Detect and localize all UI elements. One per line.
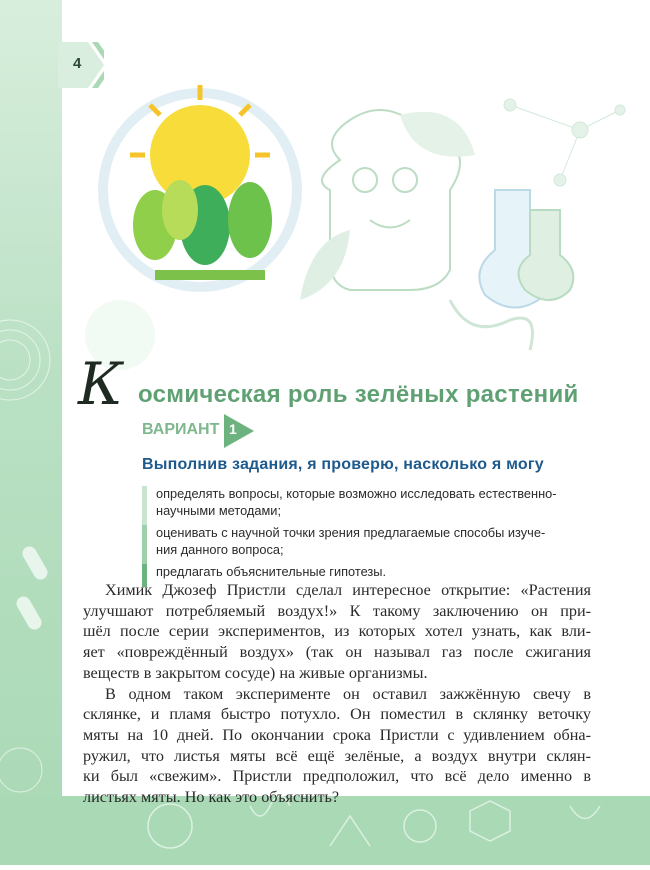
goal-item [142,564,592,581]
variant-number: 1 [229,421,237,437]
goal-item [142,486,592,519]
illustration [60,60,650,390]
text-line: ки был «свежим». Пристли предположил, что всё дело именно в [83,767,591,786]
goal-line: определять вопросы, которые возможно исследовать естественно- [156,486,557,501]
goal-line: предлагать объяснительные гипотезы. [156,564,387,579]
text-line: склянке, и пламя быстро потухло. Он поместил в склянку веточку [83,705,591,724]
text-line: ружил, что листья мяты всё ещё зелёные, а воздух внутри склян- [83,746,591,765]
goal-bar [142,525,147,564]
section-subtitle: Выполнив задания, я проверю, насколько я могу [142,456,544,473]
text-line: веществ в закрытом сосуде) на живые организмы. [83,663,428,682]
goal-line: оценивать с научной точки зрения предлагаемые способы изуче- [156,525,546,540]
body-text [83,580,591,808]
goal-line: ния данного вопроса; [156,541,284,557]
goal-line: научными методами; [156,502,282,518]
text-line: шёл после серии экспериментов, из которых хотел узнать, как вли- [83,622,591,641]
paragraph [83,580,591,684]
text-line: листьях мяты. Но как это объяснить? [83,788,340,807]
paragraph [83,684,591,808]
variant-label: ВАРИАНТ [142,421,220,438]
left-decor-strip [0,0,62,865]
molecule-icon [504,99,625,186]
text-line: В одном таком эксперименте он оставил зажжённую свечу в [105,684,591,703]
goal-bar [142,486,147,525]
goal-item [142,525,592,558]
text-line: улучшают потребляемый воздух!» К такому заключению он при- [83,601,591,620]
decor-pattern-icon [0,0,62,865]
leaf-icon [400,112,475,157]
goals-list [142,486,592,587]
page-title: осмическая роль зелёных растений [138,381,579,408]
text-line: мяты на 10 дней. По окончании срока Пристли с удивлением обна- [83,725,591,744]
text-line: яет «повреждённый воздух» (так он называл газ после сжигания [83,643,591,662]
page-number: 4 [73,55,82,72]
title-initial: К [78,350,123,418]
text-line: Химик Джозеф Пристли сделал интересное открытие: «Растения [105,581,591,599]
